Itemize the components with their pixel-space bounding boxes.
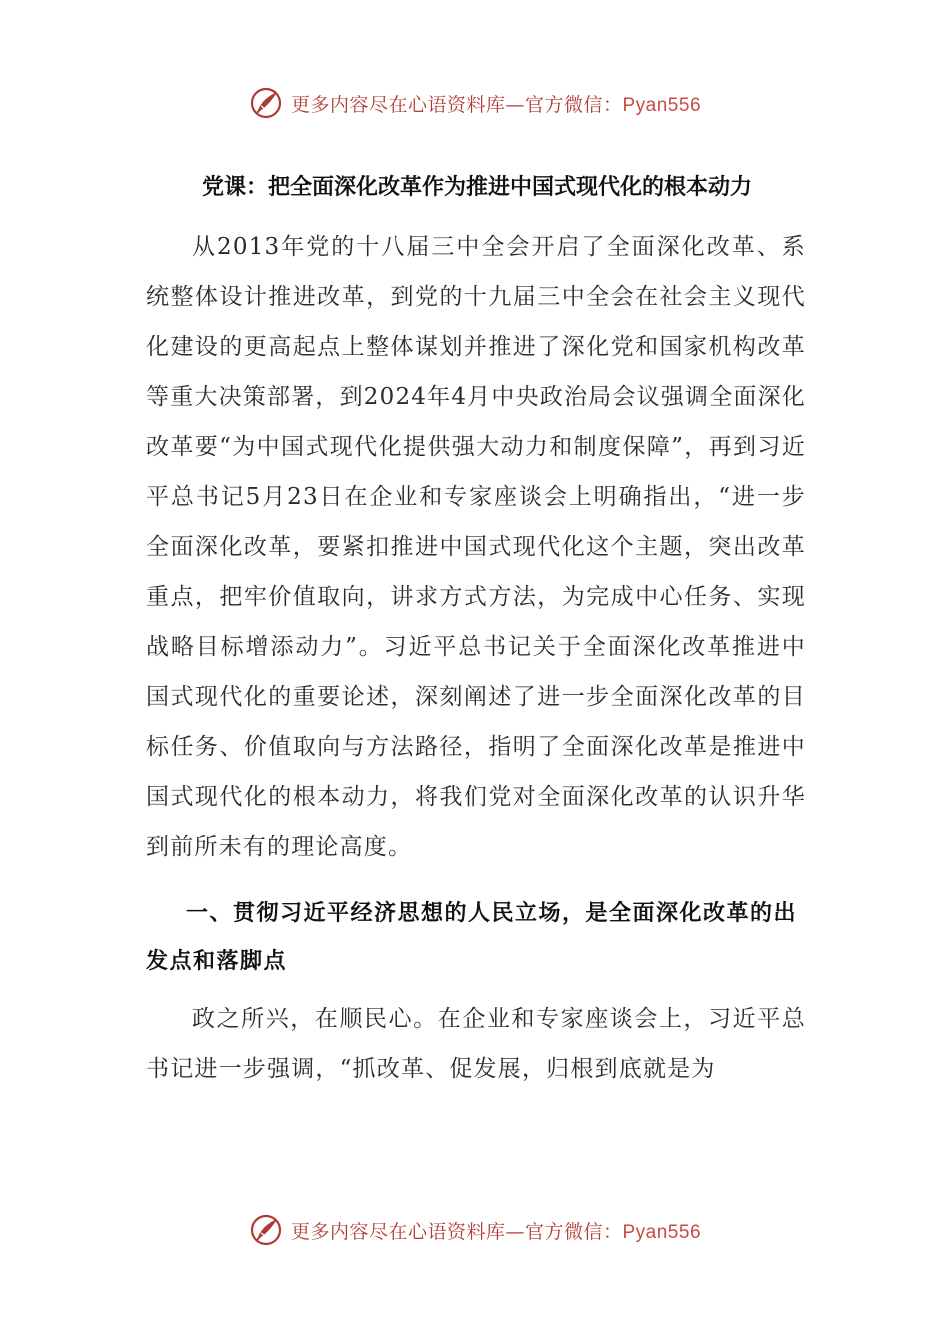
quill-seal-icon (249, 86, 283, 120)
footer-watermark (0, 1210, 950, 1250)
document-title: 党课：把全面深化改革作为推进中国式现代化的根本动力 (201, 175, 752, 200)
watermark-text: 更多内容尽在心语资料库—官方微信：Pyan556 (290, 93, 702, 116)
quill-seal-icon (249, 1213, 283, 1247)
watermark-text: 更多内容尽在心语资料库—官方微信：Pyan556 (290, 1220, 702, 1243)
section-heading-1: 一、贯彻习近平经济思想的人民立场，是全面深化改革的出发点和落脚点 (146, 901, 798, 974)
intro-paragraph: 从2013年党的十八届三中全会开启了全面深化改革、系统整体设计推进改革，到党的十九届三中全会在社会主义现代化建设的更高起点上整体谋划并推进了深化党和国家机构改革等重大决策部署，到2024年4月中央政治局会议强调全面深化改革要“为中国式现代化提供强大动力和制度保障”，再到习近平总书记5月23日在企业和专家座谈会上明确指出，“进一步全面深化改革，要紧扣推进中国式现代化这个主题，突出改革重点，把牢价值取向，讲求方式方法，为完成中心任务、实现战略目标增添动力”。习近平总书记关于全面深化改革推进中国式现代化的重要论述，深刻阐述了进一步全面深化改革的目标任务、价值取向与方法路径，指明了全面深化改革是推进中国式现代化的根本动力，将我们党对全面深化改革的认识升华到前所未有的理论高度。 (146, 234, 806, 860)
section-1-paragraph: 政之所兴，在顺民心。在企业和专家座谈会上，习近平总书记进一步强调，“抓改革、促发展，归根到底就是为 (146, 1006, 806, 1082)
header-watermark (0, 83, 950, 123)
document-body (146, 168, 806, 1094)
